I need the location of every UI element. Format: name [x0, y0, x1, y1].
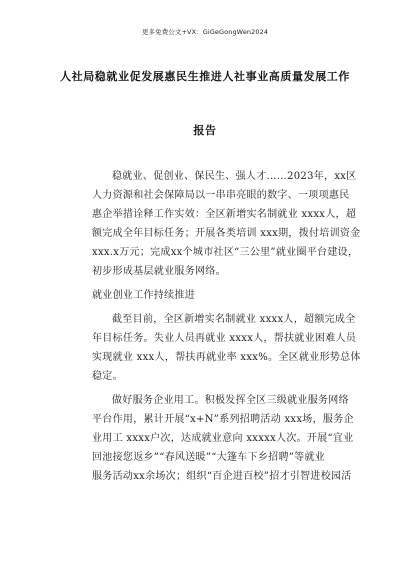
body-line: 做好服务企业用工。积极发挥全区三级就业服务网络: [112, 395, 349, 406]
document-title: 人社局稳就业促发展惠民生推进人社事业高质量发展工作: [60, 70, 350, 83]
body-line: 服务活动xx余场次；组织“百企进百校”招才引智进校园活: [92, 471, 352, 482]
body-line: xxx.x万元；完成xx个城市社区“三公里”就业圈平台建设，: [92, 247, 359, 258]
body-line: 业用工 xxxx户次，达成就业意向 xxxxx人次。开展“宜业: [92, 433, 354, 444]
body-line: 人力资源和社会保障局以一串串亮眼的数字、一项项惠民: [92, 190, 350, 201]
body-line: 截至目前，全区新增实名制就业 xxxx人，超额完成全: [112, 314, 356, 325]
body-line: 稳定。: [92, 371, 123, 382]
body-line: 实现就业 xxx人，帮扶再就业率 xxx%。全区就业形势总体: [92, 352, 361, 363]
body-line: 额完成全年目标任务；开展各类培训 xxx期，拨付培训资金: [92, 228, 361, 239]
body-line: 惠企举措诠释工作实效：全区新增实名制就业 xxxx人，超: [92, 209, 357, 220]
document-subtitle: 报告: [193, 124, 217, 137]
body-line: 回池接您返乡”“春风送暖”“大篷车下乡招聘”等就业: [92, 452, 326, 463]
body-line: 初步形成基层就业服务网络。: [92, 266, 226, 277]
body-line: 年目标任务。失业人员再就业 xxxx人，帮扶就业困难人员: [92, 333, 357, 344]
body-line: 平台作用，累计开展“x+N”系列招聘活动 xxx场，服务企: [92, 414, 354, 425]
header-note: 更多免费公文+VX：GiGeGongWen2024: [141, 28, 269, 36]
body-line: 稳就业、促创业、保民生、强人才……2023年，xx区: [112, 171, 357, 182]
section-heading: 就业创业工作持续推进: [92, 290, 195, 301]
